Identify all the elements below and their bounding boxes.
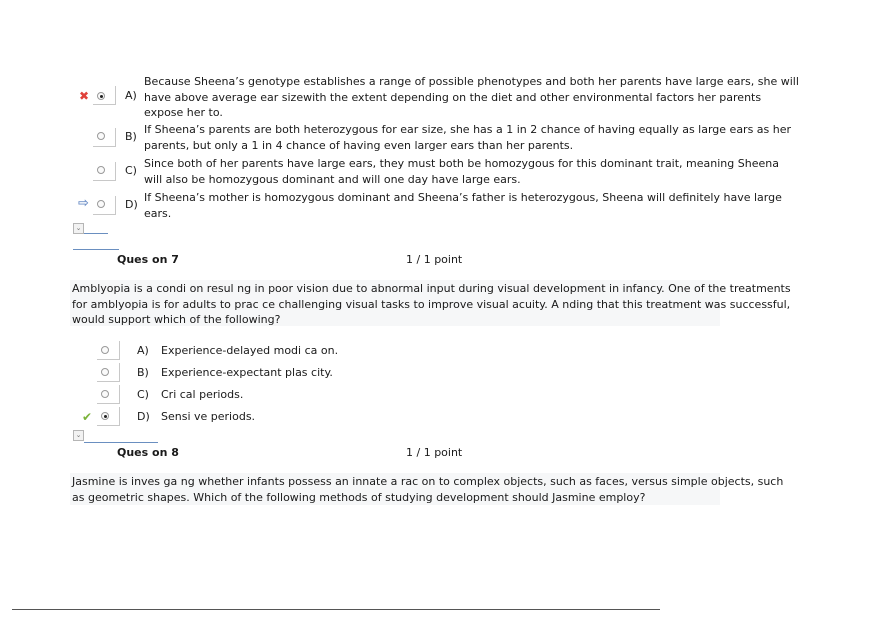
option-letter: D) (125, 198, 138, 211)
option-text: Because Sheena’s genotype establishes a range of possible phenotypes and both her parents have large ears, she will have above average ear sizewith the extent depending on the diet and other environmental factors her parents expose her to. (144, 75, 799, 119)
option-text: Experience-expectant plas city. (161, 366, 333, 379)
expand-feedback-icon[interactable]: ⌄ (73, 430, 84, 441)
question-title: Ques on 8 (117, 446, 179, 459)
option-letter: C) (137, 388, 149, 401)
option-text: If Sheena’s mother is homozygous dominant and Sheena’s father is heterozygous, Sheena will definitely have large ears. (144, 191, 782, 220)
check-icon: ✔ (82, 410, 93, 424)
q7-option-a-radio[interactable] (101, 346, 109, 354)
arrow-right-icon: ⇨ (78, 196, 89, 211)
option-text: Sensi ve periods. (161, 410, 256, 423)
option-letter: A) (137, 344, 149, 357)
option-text: Cri cal periods. (161, 388, 244, 401)
option-letter: A) (125, 89, 137, 102)
question-title: Ques on 7 (117, 253, 179, 266)
q6-option-c-radio[interactable] (97, 166, 105, 174)
option-text: Experience-delayed modi ca on. (161, 344, 339, 357)
section-underline (73, 249, 119, 250)
option-letter: B) (125, 130, 137, 143)
footer-divider (12, 609, 660, 610)
q7-option-b-radio[interactable] (101, 368, 109, 376)
option-text: If Sheena’s parents are both heterozygous for ear size, she has a 1 in 2 chance of having equally as large ears as her parents, but only a 1 in 4 chance of having even larger ears than her parents. (144, 123, 792, 152)
question-score: 1 / 1 point (406, 446, 463, 459)
q6-option-b-radio[interactable] (97, 132, 105, 140)
section-underline (84, 442, 158, 443)
q6-option-a-radio[interactable] (97, 92, 105, 100)
question-score: 1 / 1 point (406, 253, 463, 266)
expand-feedback-icon[interactable]: ⌄ (73, 223, 84, 234)
option-text: Since both of her parents have large ears, they must both be homozygous for this dominant trait, meaning Sheena will also be homozygous dominant and will one day have large ears. (144, 157, 779, 186)
feedback-link-underline (84, 233, 108, 234)
option-letter: B) (137, 366, 149, 379)
q6-option-d-radio[interactable] (97, 200, 105, 208)
incorrect-icon: ✖ (79, 89, 90, 103)
option-letter: C) (125, 164, 137, 177)
question-text: Amblyopia is a condi on resul ng in poor vision due to abnormal input during visual development in infancy. One of the treatments for amblyopia is for adults to prac ce challenging visual tasks to improve visual acuity. A nding that this treatment was successful, would support which of the following? (72, 282, 791, 326)
q7-option-c-radio[interactable] (101, 390, 109, 398)
question-text: Jasmine is inves ga ng whether infants possess an innate a rac on to complex objects, such as faces, versus simple objects, such as geometric shapes. Which of the following methods of studying development should Jasmine employ? (72, 475, 784, 504)
option-letter: D) (137, 410, 150, 423)
q7-option-d-radio[interactable] (101, 412, 109, 420)
